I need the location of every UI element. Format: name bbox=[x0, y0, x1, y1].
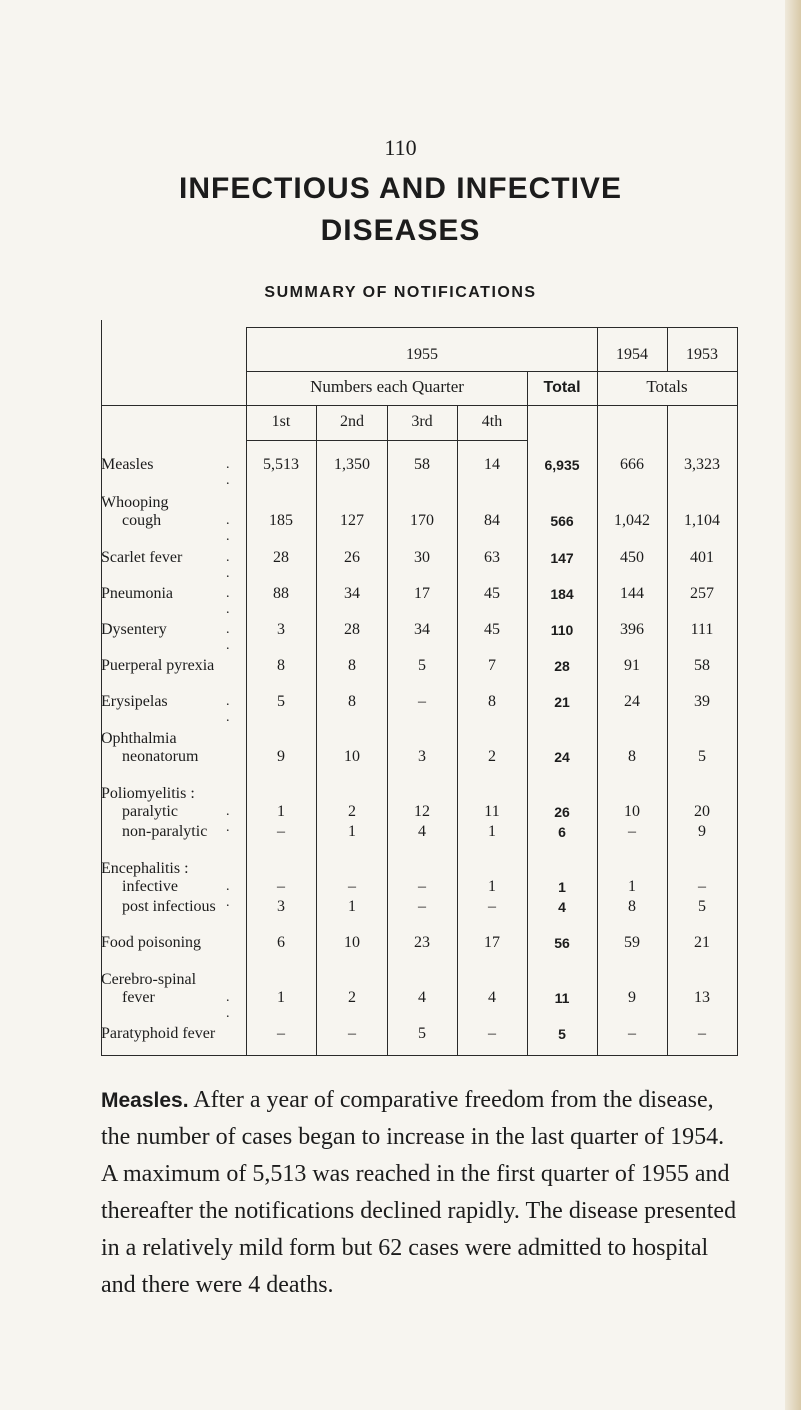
header-total: Total bbox=[543, 379, 581, 396]
header-quarter-3rd: 3rd bbox=[411, 413, 433, 430]
value-cell: 39 bbox=[694, 693, 710, 710]
value-cell: 58 bbox=[694, 657, 710, 674]
value-cell: 34 bbox=[414, 621, 430, 638]
value-cell: 1 bbox=[277, 803, 285, 820]
value-cell: 8 bbox=[348, 693, 356, 710]
header-totals: Totals bbox=[646, 377, 688, 396]
disease-name: Cerebro-spinal bbox=[101, 971, 197, 988]
value-cell: 1 bbox=[277, 989, 285, 1006]
value-cell: 1 bbox=[488, 823, 496, 840]
total-cell: 1 bbox=[558, 879, 566, 895]
paragraph-text: After a year of comparative freedom from the disease, the number of cases began to increase in the last quarter of 1954. A maximum of 5,513 was reached in the first quarter of 1955 and thereafter the notifications declined rapidly. The disease presented in a relatively mild form but 62 cases were admitted to hospital and there were 4 deaths. bbox=[101, 1087, 737, 1298]
value-cell: – bbox=[418, 693, 426, 710]
leader-dots: . . bbox=[226, 804, 231, 835]
value-cell: – bbox=[488, 1025, 496, 1042]
disease-subname: cough bbox=[122, 512, 162, 529]
disease-name: Measles bbox=[101, 456, 154, 473]
value-cell: – bbox=[418, 898, 426, 915]
value-cell: 4 bbox=[488, 989, 496, 1006]
value-cell: 8 bbox=[348, 657, 356, 674]
table-vrule-names bbox=[246, 327, 247, 1056]
value-cell: 111 bbox=[690, 621, 714, 638]
disease-name: Scarlet fever bbox=[101, 549, 183, 566]
disease-subname: infective bbox=[122, 878, 178, 895]
value-cell: 17 bbox=[414, 585, 430, 602]
value-cell: 144 bbox=[620, 585, 644, 602]
total-cell: 26 bbox=[554, 804, 570, 820]
total-cell: 147 bbox=[550, 550, 574, 566]
value-cell: 21 bbox=[694, 934, 710, 951]
table-vrule-q1q2 bbox=[316, 405, 317, 1056]
disease-name: Pneumonia bbox=[101, 585, 173, 602]
disease-name: Puerperal pyrexia bbox=[101, 657, 215, 674]
total-cell: 24 bbox=[554, 749, 570, 765]
total-cell: 566 bbox=[550, 513, 574, 529]
header-1954: 1954 bbox=[616, 346, 648, 363]
disease-name: Paratyphoid fever bbox=[101, 1025, 216, 1042]
value-cell: 3 bbox=[277, 898, 285, 915]
value-cell: 26 bbox=[344, 549, 360, 566]
total-cell: 56 bbox=[554, 935, 570, 951]
value-cell: 5 bbox=[418, 1025, 426, 1042]
disease-name: Poliomyelitis : bbox=[101, 785, 195, 802]
value-cell: 127 bbox=[340, 512, 364, 529]
header-numbers-each-quarter: Numbers each Quarter bbox=[310, 377, 464, 396]
table-vrule-1953-lower bbox=[667, 405, 668, 1056]
value-cell: – bbox=[628, 823, 636, 840]
value-cell: 6 bbox=[277, 934, 285, 951]
measles-paragraph bbox=[101, 1082, 741, 1304]
value-cell: – bbox=[277, 878, 285, 895]
disease-subname: non-paralytic bbox=[122, 823, 208, 840]
table-vrule-total bbox=[527, 371, 528, 1056]
value-cell: 45 bbox=[484, 621, 500, 638]
page-title bbox=[0, 168, 801, 252]
value-cell: 1 bbox=[628, 878, 636, 895]
disease-subname: paralytic bbox=[122, 803, 178, 820]
value-cell: 63 bbox=[484, 549, 500, 566]
value-cell: 24 bbox=[624, 693, 640, 710]
table-rule-header-1 bbox=[246, 371, 737, 372]
value-cell: 14 bbox=[484, 456, 500, 473]
table-subtitle: SUMMARY OF NOTIFICATIONS bbox=[264, 284, 537, 301]
value-cell: 1,042 bbox=[614, 512, 650, 529]
value-cell: 9 bbox=[698, 823, 706, 840]
value-cell: 185 bbox=[269, 512, 293, 529]
leader-dots: . . bbox=[226, 990, 231, 1021]
leader-dots: . . bbox=[226, 550, 231, 581]
value-cell: 3 bbox=[277, 621, 285, 638]
value-cell: 450 bbox=[620, 549, 644, 566]
table-vrule-q2q3 bbox=[387, 405, 388, 1056]
value-cell: – bbox=[418, 878, 426, 895]
disease-subname: neonatorum bbox=[122, 748, 199, 765]
total-cell: 6,935 bbox=[544, 457, 580, 473]
value-cell: 7 bbox=[488, 657, 496, 674]
value-cell: – bbox=[698, 1025, 706, 1042]
leader-dots: . . bbox=[226, 879, 231, 910]
value-cell: 666 bbox=[620, 456, 644, 473]
value-cell: 17 bbox=[484, 934, 500, 951]
value-cell: 20 bbox=[694, 803, 710, 820]
header-quarter-4th: 4th bbox=[481, 413, 503, 430]
disease-name: Food poisoning bbox=[101, 934, 202, 951]
value-cell: 91 bbox=[624, 657, 640, 674]
table-bottom-rule bbox=[101, 1055, 737, 1056]
value-cell: 28 bbox=[344, 621, 360, 638]
leader-dots: . . bbox=[226, 513, 231, 544]
disease-name: Dysentery bbox=[101, 621, 167, 638]
page-number: 110 bbox=[384, 135, 417, 160]
total-cell: 21 bbox=[554, 694, 570, 710]
value-cell: 4 bbox=[418, 823, 426, 840]
value-cell: 1,104 bbox=[684, 512, 720, 529]
value-cell: 5 bbox=[277, 693, 285, 710]
value-cell: 10 bbox=[344, 748, 360, 765]
value-cell: 59 bbox=[624, 934, 640, 951]
total-cell: 5 bbox=[558, 1026, 566, 1042]
value-cell: 1 bbox=[348, 898, 356, 915]
value-cell: 84 bbox=[484, 512, 500, 529]
value-cell: 9 bbox=[277, 748, 285, 765]
value-cell: 2 bbox=[348, 803, 356, 820]
table-vrule-q3q4 bbox=[457, 405, 458, 1056]
value-cell: 4 bbox=[418, 989, 426, 1006]
header-1953: 1953 bbox=[686, 346, 718, 363]
disease-subname: post infectious bbox=[122, 898, 216, 915]
value-cell: 10 bbox=[344, 934, 360, 951]
value-cell: 8 bbox=[488, 693, 496, 710]
value-cell: 45 bbox=[484, 585, 500, 602]
header-quarter-2nd: 2nd bbox=[340, 413, 364, 430]
total-cell: 6 bbox=[558, 824, 566, 840]
leader-dots: . . bbox=[226, 694, 231, 725]
title-line-2: DISEASES bbox=[320, 214, 481, 247]
header-quarter-1st: 1st bbox=[271, 413, 291, 430]
value-cell: 3,323 bbox=[684, 456, 720, 473]
total-cell: 4 bbox=[558, 899, 566, 915]
value-cell: 11 bbox=[484, 803, 500, 820]
value-cell: 401 bbox=[690, 549, 714, 566]
total-cell: 28 bbox=[554, 658, 570, 674]
table-vrule-right bbox=[737, 327, 738, 1056]
value-cell: 396 bbox=[620, 621, 644, 638]
value-cell: – bbox=[488, 898, 496, 915]
total-cell: 110 bbox=[550, 622, 574, 638]
value-cell: 3 bbox=[418, 748, 426, 765]
value-cell: 5 bbox=[418, 657, 426, 674]
disease-name: Ophthalmia bbox=[101, 730, 177, 747]
value-cell: 5 bbox=[698, 748, 706, 765]
paragraph-lead: Measles. bbox=[101, 1089, 189, 1112]
table-vrule-1953 bbox=[667, 327, 668, 372]
value-cell: 88 bbox=[273, 585, 289, 602]
title-line-1: INFECTIOUS AND INFECTIVE bbox=[179, 172, 622, 205]
table-rule-header-2 bbox=[101, 405, 737, 406]
value-cell: 8 bbox=[277, 657, 285, 674]
leader-dots: . . bbox=[226, 457, 231, 488]
leader-dots: . . bbox=[226, 586, 231, 617]
value-cell: 30 bbox=[414, 549, 430, 566]
value-cell: – bbox=[277, 823, 285, 840]
total-cell: 184 bbox=[550, 586, 574, 602]
disease-name: Erysipelas bbox=[101, 693, 168, 710]
value-cell: 58 bbox=[414, 456, 430, 473]
value-cell: 1 bbox=[348, 823, 356, 840]
value-cell: – bbox=[348, 1025, 356, 1042]
leader-dots: . . bbox=[226, 622, 231, 653]
value-cell: – bbox=[277, 1025, 285, 1042]
value-cell: 23 bbox=[414, 934, 430, 951]
value-cell: 9 bbox=[628, 989, 636, 1006]
value-cell: 8 bbox=[628, 748, 636, 765]
value-cell: 34 bbox=[344, 585, 360, 602]
value-cell: 2 bbox=[348, 989, 356, 1006]
value-cell: – bbox=[348, 878, 356, 895]
value-cell: 28 bbox=[273, 549, 289, 566]
disease-subname: fever bbox=[122, 989, 155, 1006]
header-1955: 1955 bbox=[406, 346, 438, 363]
value-cell: 12 bbox=[414, 803, 430, 820]
table-vrule-1954 bbox=[597, 327, 598, 1056]
value-cell: 13 bbox=[694, 989, 710, 1006]
value-cell: 10 bbox=[624, 803, 640, 820]
value-cell: 5 bbox=[698, 898, 706, 915]
value-cell: 5,513 bbox=[263, 456, 299, 473]
disease-name: Encephalitis : bbox=[101, 860, 189, 877]
table-top-rule bbox=[246, 327, 737, 328]
value-cell: 257 bbox=[690, 585, 714, 602]
value-cell: 1,350 bbox=[334, 456, 370, 473]
disease-name: Whooping bbox=[101, 494, 169, 511]
value-cell: 1 bbox=[488, 878, 496, 895]
total-cell: 11 bbox=[554, 990, 570, 1006]
value-cell: 8 bbox=[628, 898, 636, 915]
value-cell: 2 bbox=[488, 748, 496, 765]
value-cell: 170 bbox=[410, 512, 434, 529]
value-cell: – bbox=[698, 878, 706, 895]
value-cell: – bbox=[628, 1025, 636, 1042]
